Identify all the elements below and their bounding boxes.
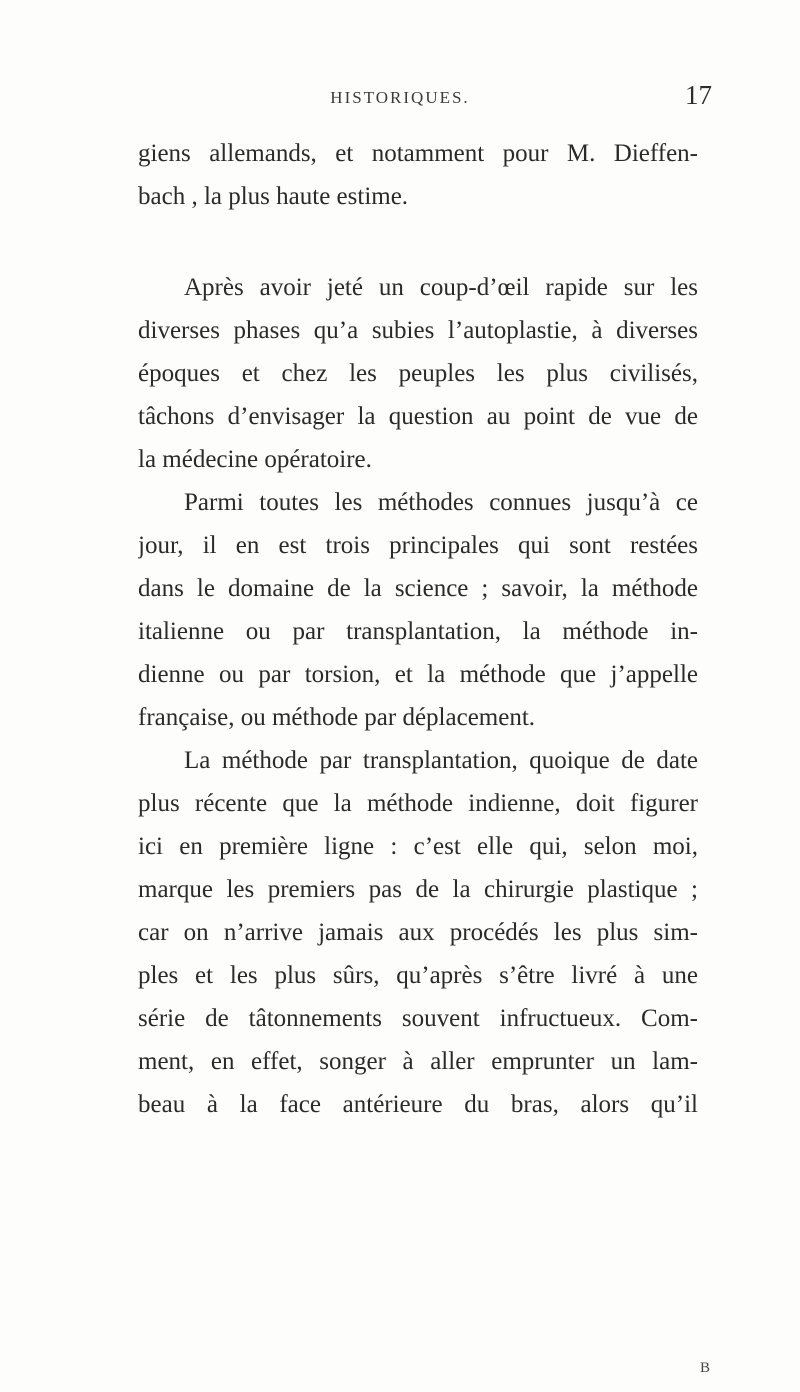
text-line: série de tâtonnements souvent infructueux. Com- (138, 1005, 698, 1032)
text-line: ples et les plus sûrs, qu’après s’être livré à une (138, 962, 698, 989)
text-line: beau à la face antérieure du bras, alors qu’il (138, 1091, 698, 1118)
paragraph-gap (138, 218, 698, 266)
text-line: La méthode par transplantation, quoique de date (184, 747, 698, 774)
text-line: tâchons d’envisager la question au point de vue de (138, 403, 698, 430)
text-line: française, ou méthode par déplacement. (138, 704, 536, 731)
text-line: dans le domaine de la science ; savoir, la méthode (138, 575, 698, 602)
text-line: diverses phases qu’a subies l’autoplastie, à diverses (138, 317, 698, 344)
paragraph-1 (138, 132, 698, 218)
text-line: jour, il en est trois principales qui sont restées (138, 532, 698, 559)
text-line: italienne ou par transplantation, la méthode in- (138, 618, 698, 645)
signature-mark: B (700, 1360, 711, 1376)
text-line: époques et chez les peuples les plus civilisés, (138, 360, 698, 387)
text-line: marque les premiers pas de la chirurgie plastique ; (138, 876, 698, 903)
paragraph-3 (138, 481, 698, 739)
running-head (0, 80, 800, 118)
running-title: HISTORIQUES. (330, 88, 470, 107)
text-line: bach , la plus haute estime. (138, 183, 409, 210)
paragraph-4 (138, 739, 698, 1126)
body-text (138, 132, 698, 1126)
text-line: plus récente que la méthode indienne, doit figurer (138, 790, 698, 817)
text-line: ici en première ligne : c’est elle qui, selon moi, (138, 833, 698, 860)
text-line: giens allemands, et notamment pour M. Dieffen- (138, 140, 698, 167)
text-line: la médecine opératoire. (138, 446, 372, 473)
page-number: 17 (685, 80, 712, 110)
paragraph-2 (138, 266, 698, 481)
text-line: Après avoir jeté un coup-d’œil rapide sur les (184, 274, 698, 301)
text-line: car on n’arrive jamais aux procédés les plus sim- (138, 919, 698, 946)
text-line: Parmi toutes les méthodes connues jusqu’à ce (184, 489, 698, 516)
text-line: ment, en effet, songer à aller emprunter un lam- (138, 1048, 698, 1075)
text-line: dienne ou par torsion, et la méthode que j’appelle (138, 661, 698, 688)
